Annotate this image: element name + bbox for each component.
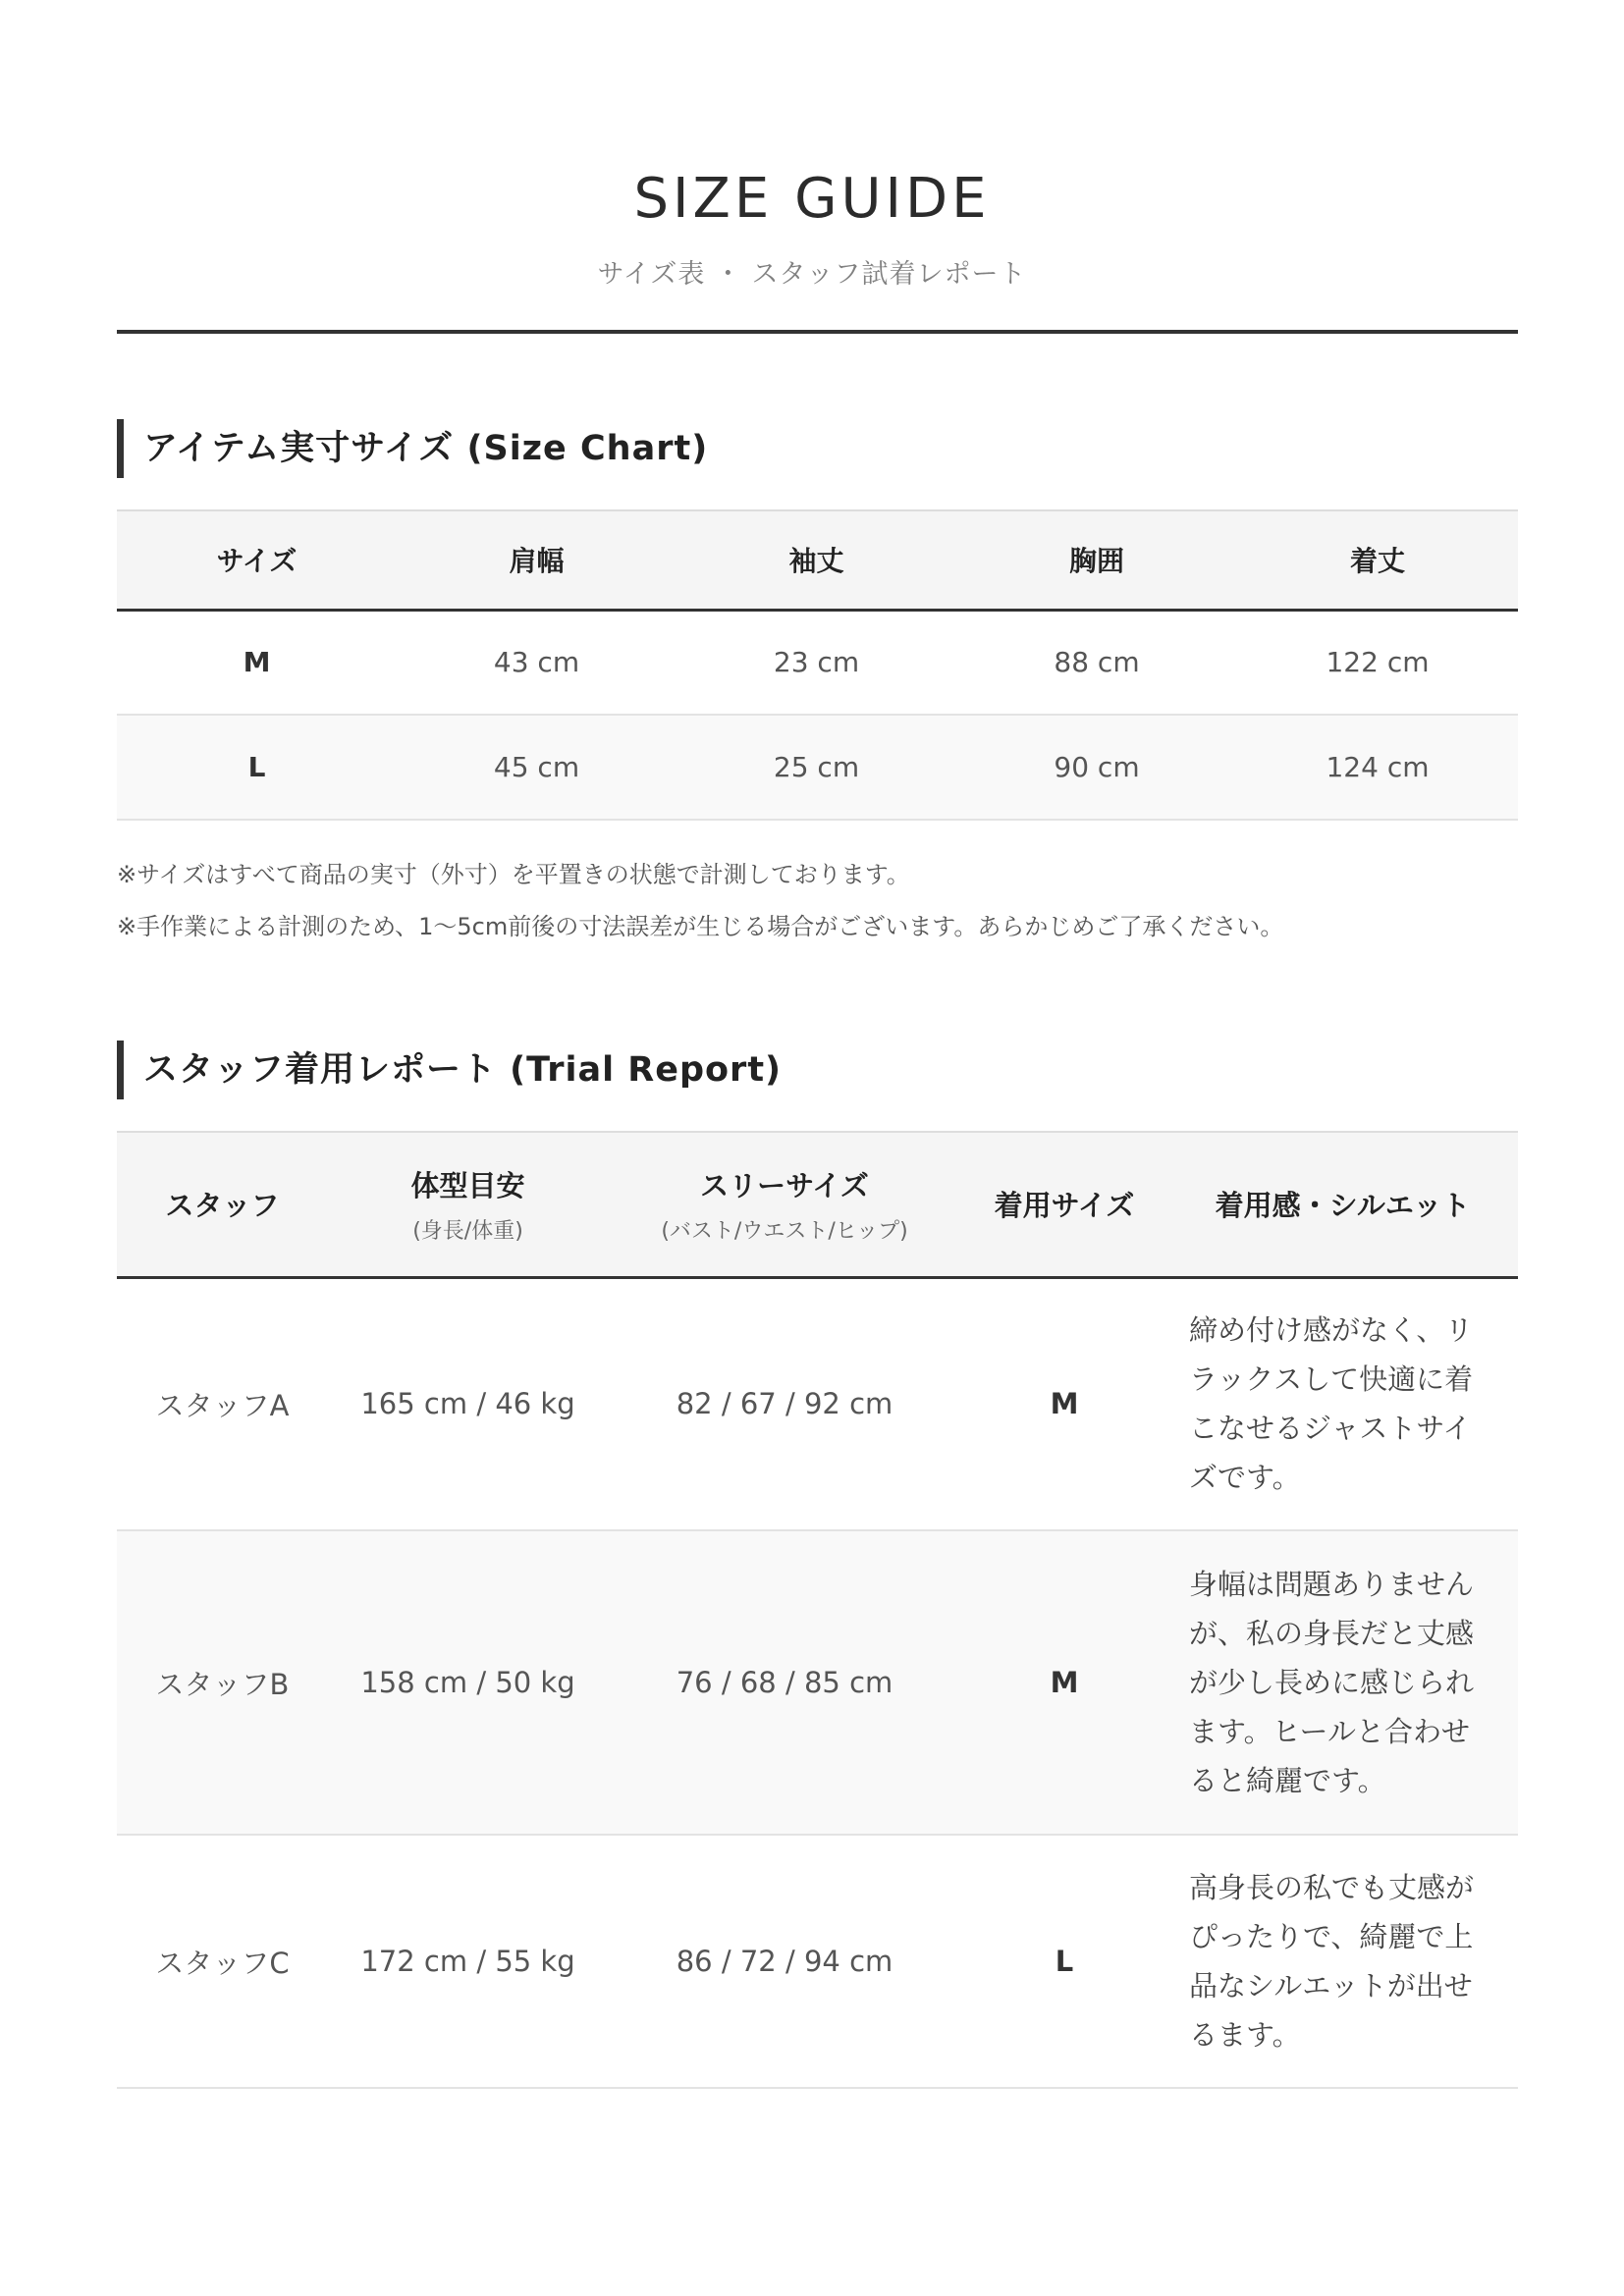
size-worn-cell: M [961,1530,1167,1835]
page-title: SIZE GUIDE [633,167,991,231]
sleeve-cell: 23 cm [677,610,956,715]
body-cell: 172 cm / 55 kg [328,1835,608,2088]
column-header-length: 着丈 [1237,510,1518,610]
table-row [117,1835,1518,2088]
column-header-label: 体型目安 [410,1168,525,1202]
chest-cell: 88 cm [956,610,1237,715]
sleeve-cell: 25 cm [677,715,956,820]
shoulder-cell: 45 cm [397,715,677,820]
column-header-label: 着用感・シルエット [1215,1189,1471,1223]
staff-cell: スタッフB [117,1530,328,1835]
table-row [117,1277,1518,1530]
column-header-chest: 胸囲 [956,510,1237,610]
column-header-label: 着用サイズ [994,1189,1135,1223]
table-row [117,715,1518,820]
size-cell: L [117,715,397,820]
column-header-shoulder: 肩幅 [397,510,677,610]
staff-cell: スタッフA [117,1277,328,1530]
tolerance-note: ※手作業による計測のため、1〜5cm前後の寸法誤差が生じる場合がございます。あらかじめご了承ください。 [117,913,1284,940]
fit-comment-cell: 締め付け感がなく、リラックスして快適に着こなせるジャストサイズです。 [1167,1277,1518,1530]
length-cell: 122 cm [1237,610,1518,715]
measurements-cell: 82 / 67 / 92 cm [608,1277,961,1530]
chest-cell: 90 cm [956,715,1237,820]
trial-report-heading: スタッフ着用レポート (Trial Report) [117,1041,782,1099]
shoulder-cell: 43 cm [397,610,677,715]
length-cell: 124 cm [1237,715,1518,820]
size-chart-table [117,509,1518,821]
column-header-body [328,1132,608,1277]
size-chart-header-row [117,510,1518,610]
measurement-note: ※サイズはすべて商品の実寸（外寸）を平置きの状態で計測しております。 [117,861,910,888]
column-header-label: スリーサイズ [700,1168,869,1202]
size-chart-heading: アイテム実寸サイズ (Size Chart) [117,419,708,478]
column-header-fit [1167,1132,1518,1277]
size-cell: M [117,610,397,715]
page-subtitle: サイズ表 ・ スタッフ試着レポート [597,259,1027,290]
trial-report-table [117,1131,1518,2089]
column-header-staff [117,1132,328,1277]
column-header-size: サイズ [117,510,397,610]
measurements-cell: 76 / 68 / 85 cm [608,1530,961,1835]
fit-comment-cell: 身幅は問題ありませんが、私の身長だと丈感が少し長めに感じられます。ヒールと合わせると綺麗です。 [1167,1530,1518,1835]
column-header-measurements [608,1132,961,1277]
column-header-sublabel: (バスト/ウエスト/ヒップ) [661,1218,908,1244]
header-divider [117,330,1518,334]
column-header-size-worn [961,1132,1167,1277]
fit-comment-cell: 高身長の私でも丈感がぴったりで、綺麗で上品なシルエットが出せるます。 [1167,1835,1518,2088]
column-header-label: スタッフ [165,1189,280,1223]
body-cell: 158 cm / 50 kg [328,1530,608,1835]
trial-report-header-row [117,1132,1518,1277]
column-header-sublabel: (身長/体重) [412,1218,523,1244]
body-cell: 165 cm / 46 kg [328,1277,608,1530]
table-row [117,610,1518,715]
column-header-sleeve: 袖丈 [677,510,956,610]
staff-cell: スタッフC [117,1835,328,2088]
size-worn-cell: M [961,1277,1167,1530]
table-row [117,1530,1518,1835]
size-worn-cell: L [961,1835,1167,2088]
measurements-cell: 86 / 72 / 94 cm [608,1835,961,2088]
